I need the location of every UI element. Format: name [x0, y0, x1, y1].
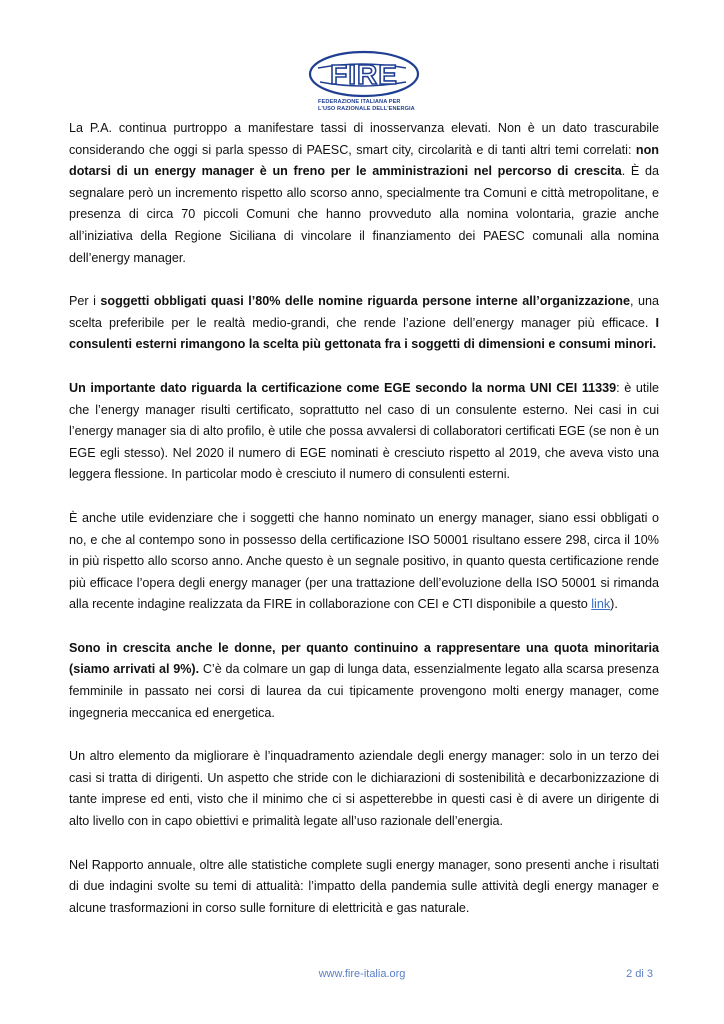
paragraph [69, 746, 659, 832]
text-run: C’è da colmare un gap di lunga data, essenzialmente legato alla scarsa presenza femminile in passato nei corsi di laurea da cui tipicamente provengono molti energy manager, come ingegneria meccanica ed energetica. [69, 662, 659, 720]
text-run: , una scelta preferibile per le realtà medio-grandi, che rende l’azione dell’energy manager più efficace. [69, 294, 659, 330]
text-run: ). [610, 597, 618, 612]
inline-link[interactable]: link [591, 597, 611, 612]
bold-text: non dotarsi di un energy manager è un freno per le amministrazioni nel percorso di crescita [69, 142, 659, 179]
paragraph [69, 638, 659, 724]
logo-caption-line-1: FEDERAZIONE ITALIANA PER [318, 99, 401, 105]
logo-caption [318, 99, 428, 113]
text-run: È anche utile evidenziare che i soggetti che hanno nominato un energy manager, siano essi obbligati o no, e che al contempo sono in possesso della certificazione ISO 50001 risultano essere 298, circa il 10% in più rispetto allo scorso anno. Anche questo è un segnale positivo, in quanto questa certificazione rende più efficace l’opera degli energy manager (per una trattazione dell’evoluzione della ISO 50001 si rimanda alla recente indagine realizzata da FIRE in collaborazione con CEI e CTI disponibile a questo [69, 510, 659, 612]
bold-text: soggetti obbligati quasi l’80% delle nomine riguarda persone interne all’organizzazione [100, 294, 630, 309]
logo-wordmark: FIRE [330, 59, 398, 90]
footer-page-number: 2 di 3 [626, 968, 653, 980]
text-run: : è utile che l’energy manager risulti certificato, soprattutto nel caso di un consulente esterno. Nei casi in cui l’energy manager sia di alto profilo, è utile che possa avvalersi di collaboratori certificati EGE (se non è un EGE egli stesso). Nel 2020 il numero di EGE nominati è cresciuto rispetto al 2019, che aveva visto una leggera flessione. In particolar modo è cresciuto il numero di consulenti esterni. [69, 380, 659, 482]
paragraph [69, 118, 659, 269]
text-run: Un altro elemento da migliorare è l’inquadramento aziendale degli energy manager: solo in un terzo dei casi si tratta di dirigenti. Un aspetto che stride con le dichiarazioni di sostenibilità e decarbonizzazione di tante imprese ed enti, visto che il minimo che ci si aspetterebbe in questi casi è di avere un dirigente di alto livello con in capo obiettivi e primalità legate all’uso razionale dell’energia. [69, 749, 659, 829]
text-run: . È da segnalare però un incremento rispetto allo scorso anno, specialmente tra Comuni e città metropolitane, e presenza di circa 70 piccoli Comuni che hanno provveduto alla nomina volontaria, grazie anche all’iniziativa della Regione Siciliana di vincolare il finanziamento dei PAESC comunali alla nomina dell’energy manager. [69, 164, 659, 265]
bold-text: I consulenti esterni rimangono la scelta più gettonata fra i soggetti di dimensioni e consumi minori. [69, 315, 659, 352]
paragraph [69, 291, 659, 356]
text-run: La P.A. continua purtroppo a manifestare tassi di inosservanza elevati. Non è un dato trascurabile considerando che oggi si parla spesso di PAESC, smart city, circolarità e di tanti altri temi correlati: [69, 121, 659, 157]
document-body [69, 118, 659, 941]
fire-logo-mark [302, 46, 422, 100]
bold-text: Un importante dato riguarda la certificazione come EGE secondo la norma UNI CEI 11339 [69, 380, 617, 395]
paragraph [69, 378, 659, 486]
bold-text: Sono in crescita anche le donne, per quanto continuino a rappresentare una quota minoritaria (siamo arrivati al 9%). [69, 640, 659, 677]
text-run: Per i [69, 294, 101, 309]
footer-website[interactable]: www.fire-italia.org [318, 968, 406, 980]
logo-caption-line-2: L'USO RAZIONALE DELL'ENERGIA [318, 106, 415, 112]
text-run: Nel Rapporto annuale, oltre alle statistiche complete sugli energy manager, sono presenti anche i risultati di due indagini svolte su temi di attualità: l’impatto della pandemia sulle attività degli energy manager e alcune trasformazioni in corso sulle forniture di elettricità e gas naturale. [69, 857, 659, 915]
paragraph [69, 855, 659, 920]
paragraph [69, 508, 659, 616]
